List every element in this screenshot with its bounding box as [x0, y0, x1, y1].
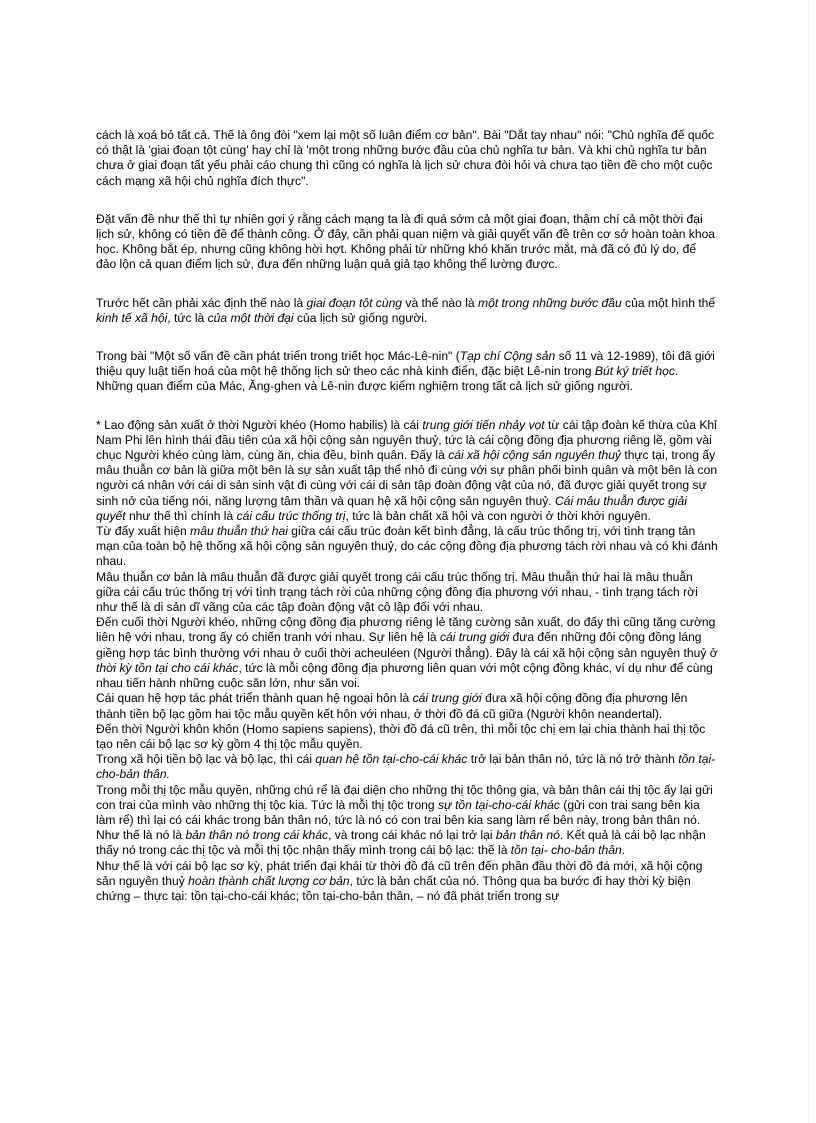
text-run: (gửi con trai sang bên kia làm rể) thì lại có cái khác trong bản thân nó, tức là nó có con trai bên kia sang làm rể bên này, trong bản thân nó. [96, 797, 701, 827]
paragraph-13 [96, 828, 718, 858]
text-run: , tức là [167, 310, 208, 325]
text-run: thực tại, trong ấy mâu thuẫn cơ bản là giữa một bên là sự sản xuất tập thể nhỏ đi cùng với sự phân phối bình quân và một bên là con người cá nhân với cái di sản sinh vật đi cùng với cái di sản tập đoàn động vật của nó, đã được giải quyết trong sự sinh nở của tiếng nói, năng lượng tâm thần và quan hệ xã hội cộng sản nguyên thuỷ. [96, 448, 718, 508]
emphasis-text: mâu thuẫn thứ hai [190, 524, 288, 539]
paragraph-12 [96, 783, 718, 829]
paragraph-11 [96, 752, 718, 782]
text-run: Đặt vấn đề như thế thì tự nhiên gợi ý rằng cách mạng ta là đi quá sớm cả một giai đoạn, thậm chí cả một thời đại lịch sử, không có tiền đề để thành công. Ở đây, cần phải quan niệm và giải quyết vấn đề trên cơ sở hoàn toàn khoa học. Không bắt ép, nhưng cũng không hời hợt. Không phải từ những khó khăn trước mắt, mà đã có đủ lý do, để đảo lộn cả quan điểm lịch sử, đưa đến những luận quả giả tạo không thể lường được. [96, 211, 716, 272]
emphasis-text: thời kỳ tồn tại cho cái khác [96, 660, 239, 675]
emphasis-text: Tạp chí Cộng sản [459, 349, 556, 364]
text-run: đưa xã hội cộng đồng địa phương lên thành tiền bộ lạc gồm hai tộc mẫu quyền kết hôn với nhau, ở thời đồ đá cũ giữa (Người khôn neandertal). [96, 691, 688, 721]
text-run: Từ đấy xuất hiện [96, 524, 191, 539]
paragraph-1 [96, 128, 718, 189]
emphasis-text: kinh tế xã hội [96, 310, 168, 325]
page-edge [808, 0, 809, 1123]
emphasis-text: bản thân nó trong cái khác [185, 828, 328, 843]
paragraph-7 [96, 570, 718, 616]
text-run: , tức là mỗi cộng đồng địa phương liên quan với một cộng đồng khác, ví dụ như để cùng nhau tiến hành những cuộc săn lớn, như săn voi. [96, 660, 713, 691]
text-run: từ cái tập đoàn kế thừa của Khỉ Nam Phi lên hình thái đầu tiên của xã hội cộng sản nguyên thuỷ, tức là cái cộng đồng địa phương riêng lẽ, gồm vài chục Người khéo cùng làm, cùng ăn, chia đều, bình quân. Đấy là [96, 417, 717, 463]
text-run: . Kết quả là cái bộ lạc nhận thấy nó trong các thị tộc và mỗi thị tộc nhận thấy mình trong cái bộ lạc: thế là [96, 828, 706, 858]
emphasis-text: tồn tại-cho-bản thân. [96, 752, 716, 782]
text-run: cách là xoá bỏ tất cả. Thế là ông đòi "xem lại một số luận điểm cơ bản". Bài "Dắt tay nhau" nói: "Chủ nghĩa đế quốc có thật là 'giai đoạn tột cùng' hay chỉ là 'một trong những bước đầu của chủ nghĩa tư bản. Và khi chủ nghĩa tư bản chưa ở giai đoạn tất yếu phải cáo chung thì cũng có nghĩa là lịch sử chưa đòi hỏi và chưa tạo tiền đề cho một cuộc cách mạng xã hội chủ nghĩa đích thực". [96, 128, 715, 188]
text-run: Trong mỗi thị tộc mẫu quyền, những chú rể là đại diện cho những thị tộc thông gia, và bản thân cái thị tộc ấy lại gửi con trai của mình vào những thị tộc kia. Tức là mỗi thị tộc trong [96, 782, 713, 812]
emphasis-text: quan hệ tồn tại-cho-cái khác [315, 752, 468, 767]
emphasis-text: Bút ký triết học [594, 364, 675, 379]
emphasis-text: cái xã hội cộng sản nguyên thuỷ [448, 448, 621, 463]
paragraph-10 [96, 722, 718, 752]
text-run: như thế thì chính là [125, 508, 237, 523]
text-run: Trước hết cần phải xác định thế nào là [96, 295, 307, 310]
text-run: Trong xã hội tiền bộ lạc và bộ lạc, thì cái [96, 752, 316, 767]
text-run: * Lao động sản xuất ở thời Người khéo (Homo habilis) là cái [96, 417, 423, 432]
text-run: của lịch sử giống người. [293, 310, 428, 325]
text-run: Đến thời Người khôn khôn (Homo sapiens sapiens), thời đồ đá cũ trên, thì mỗi tộc chị em lại chia thành hai thị tộc tạo nên cái bộ lạc sơ kỳ gồm 4 thị tộc mẫu quyền. [96, 721, 706, 751]
text-run: . Những quan điểm của Mác, Ăng-ghen và Lê-nin được kiểm nghiệm trong tất cả lịch sử giống người. [96, 364, 679, 394]
emphasis-text: giai đoạn tột cùng [306, 295, 403, 310]
emphasis-text: của một thời đại [207, 310, 294, 325]
paragraph-14 [96, 859, 718, 905]
emphasis-text: cái trung giới [412, 691, 482, 706]
paragraph-2 [96, 212, 718, 273]
paragraph-5 [96, 418, 718, 524]
text-run: của một hình thể [621, 295, 716, 310]
text-run: Như thế là nó là [96, 828, 186, 843]
text-run: giữa cái cấu trúc đoàn kết bình đẳng, là cấu trúc thống trị, với tình trạng tản mạn của toàn bộ hệ thống xã hội cộng sản nguyên thuỷ, do các cộng đồng địa phương tách rời nhau và có khi đánh nhau. [96, 524, 718, 569]
paragraph-3 [96, 296, 718, 326]
paragraph-6 [96, 524, 718, 570]
emphasis-text: trung giới tiến nhảy vọt [422, 417, 545, 432]
emphasis-text: sự tồn tại-cho-cái khác [438, 797, 560, 812]
paragraph-8 [96, 615, 718, 691]
emphasis-text: bản thân nó [495, 828, 560, 843]
paragraph-4 [96, 349, 718, 395]
text-run: Trong bài "Một số vấn đề cần phát triển trong triết học Mác-Lê-nin" ( [96, 349, 460, 364]
text-run: đưa đến những đôi cộng đồng láng giềng hợp tác bình thường với nhau ở cuối thời acheuléen (Người thẳng). Đây là cái xã hội cộng sản nguyên thuỷ ở [96, 630, 718, 660]
text-run: . [621, 843, 626, 858]
text-run: số 11 và 12-1989), tôi đã giới thiệu quy luật tiến hoá của một hệ thống lịch sử theo các nhà kinh điển, đặc biệt Lê-nin trong [96, 349, 715, 379]
text-run: và thế nào là [402, 295, 479, 310]
emphasis-text: hoàn thành chất lượng cơ bản [188, 873, 350, 888]
emphasis-text: cái trung giới [439, 630, 510, 645]
emphasis-text: cái cấu trúc thống trị [236, 508, 346, 523]
text-run: Đến cuối thời Người khéo, những cộng đồng địa phương riêng lẻ tăng cường sản xuất, do đấy thì cũng tăng cường liên hệ với nhau, trong ấy có chiến tranh với nhau. Sự liên hệ là [96, 615, 716, 645]
text-run: Cái quan hệ hợp tác phát triển thành quan hệ ngoại hôn là [96, 691, 413, 706]
paragraph-9 [96, 691, 718, 721]
emphasis-text: Cái mâu thuẫn được giải quyết [96, 493, 687, 523]
text-run: , và trong cái khác nó lại trở lại [328, 828, 496, 843]
text-run: Như thế là với cái bộ lạc sơ kỳ, phát triển đại khái từ thời đồ đá cũ trên đến phần đầu thời đồ đá mới, xã hội cộng sản nguyên thuỷ [96, 858, 703, 888]
text-run: , tức là bản chất của nó. Thông qua ba bước đi hay thời kỳ biện chứng – thực tại: tồn tại-cho-cái khác; tồn tại-cho-bản thân, – nó đã phát triển trong sự [96, 873, 691, 903]
text-run: , tức là bản chất xã hội và con người ở thời khởi nguyên. [345, 508, 651, 523]
document-body [96, 128, 718, 904]
emphasis-text: tồn tại- cho-bản thân [510, 843, 622, 858]
text-run: trở lại bản thân nó, tức là nó trở thành [467, 752, 679, 767]
emphasis-text: một trong những bước đầu [478, 295, 622, 310]
text-run: Mâu thuẫn cơ bản là mâu thuẫn đã được giải quyết trong cái cấu trúc thống trị. Mâu thuẫn thứ hai là mâu thuẫn giữa cái cấu trúc thống trị với tình trạng tách rời của những cộng đồng địa phương với nhau, - tình trạng tách rời như thế là di sản dĩ vãng của các tập đoàn động vật cô lập đối với nhau. [96, 569, 698, 615]
